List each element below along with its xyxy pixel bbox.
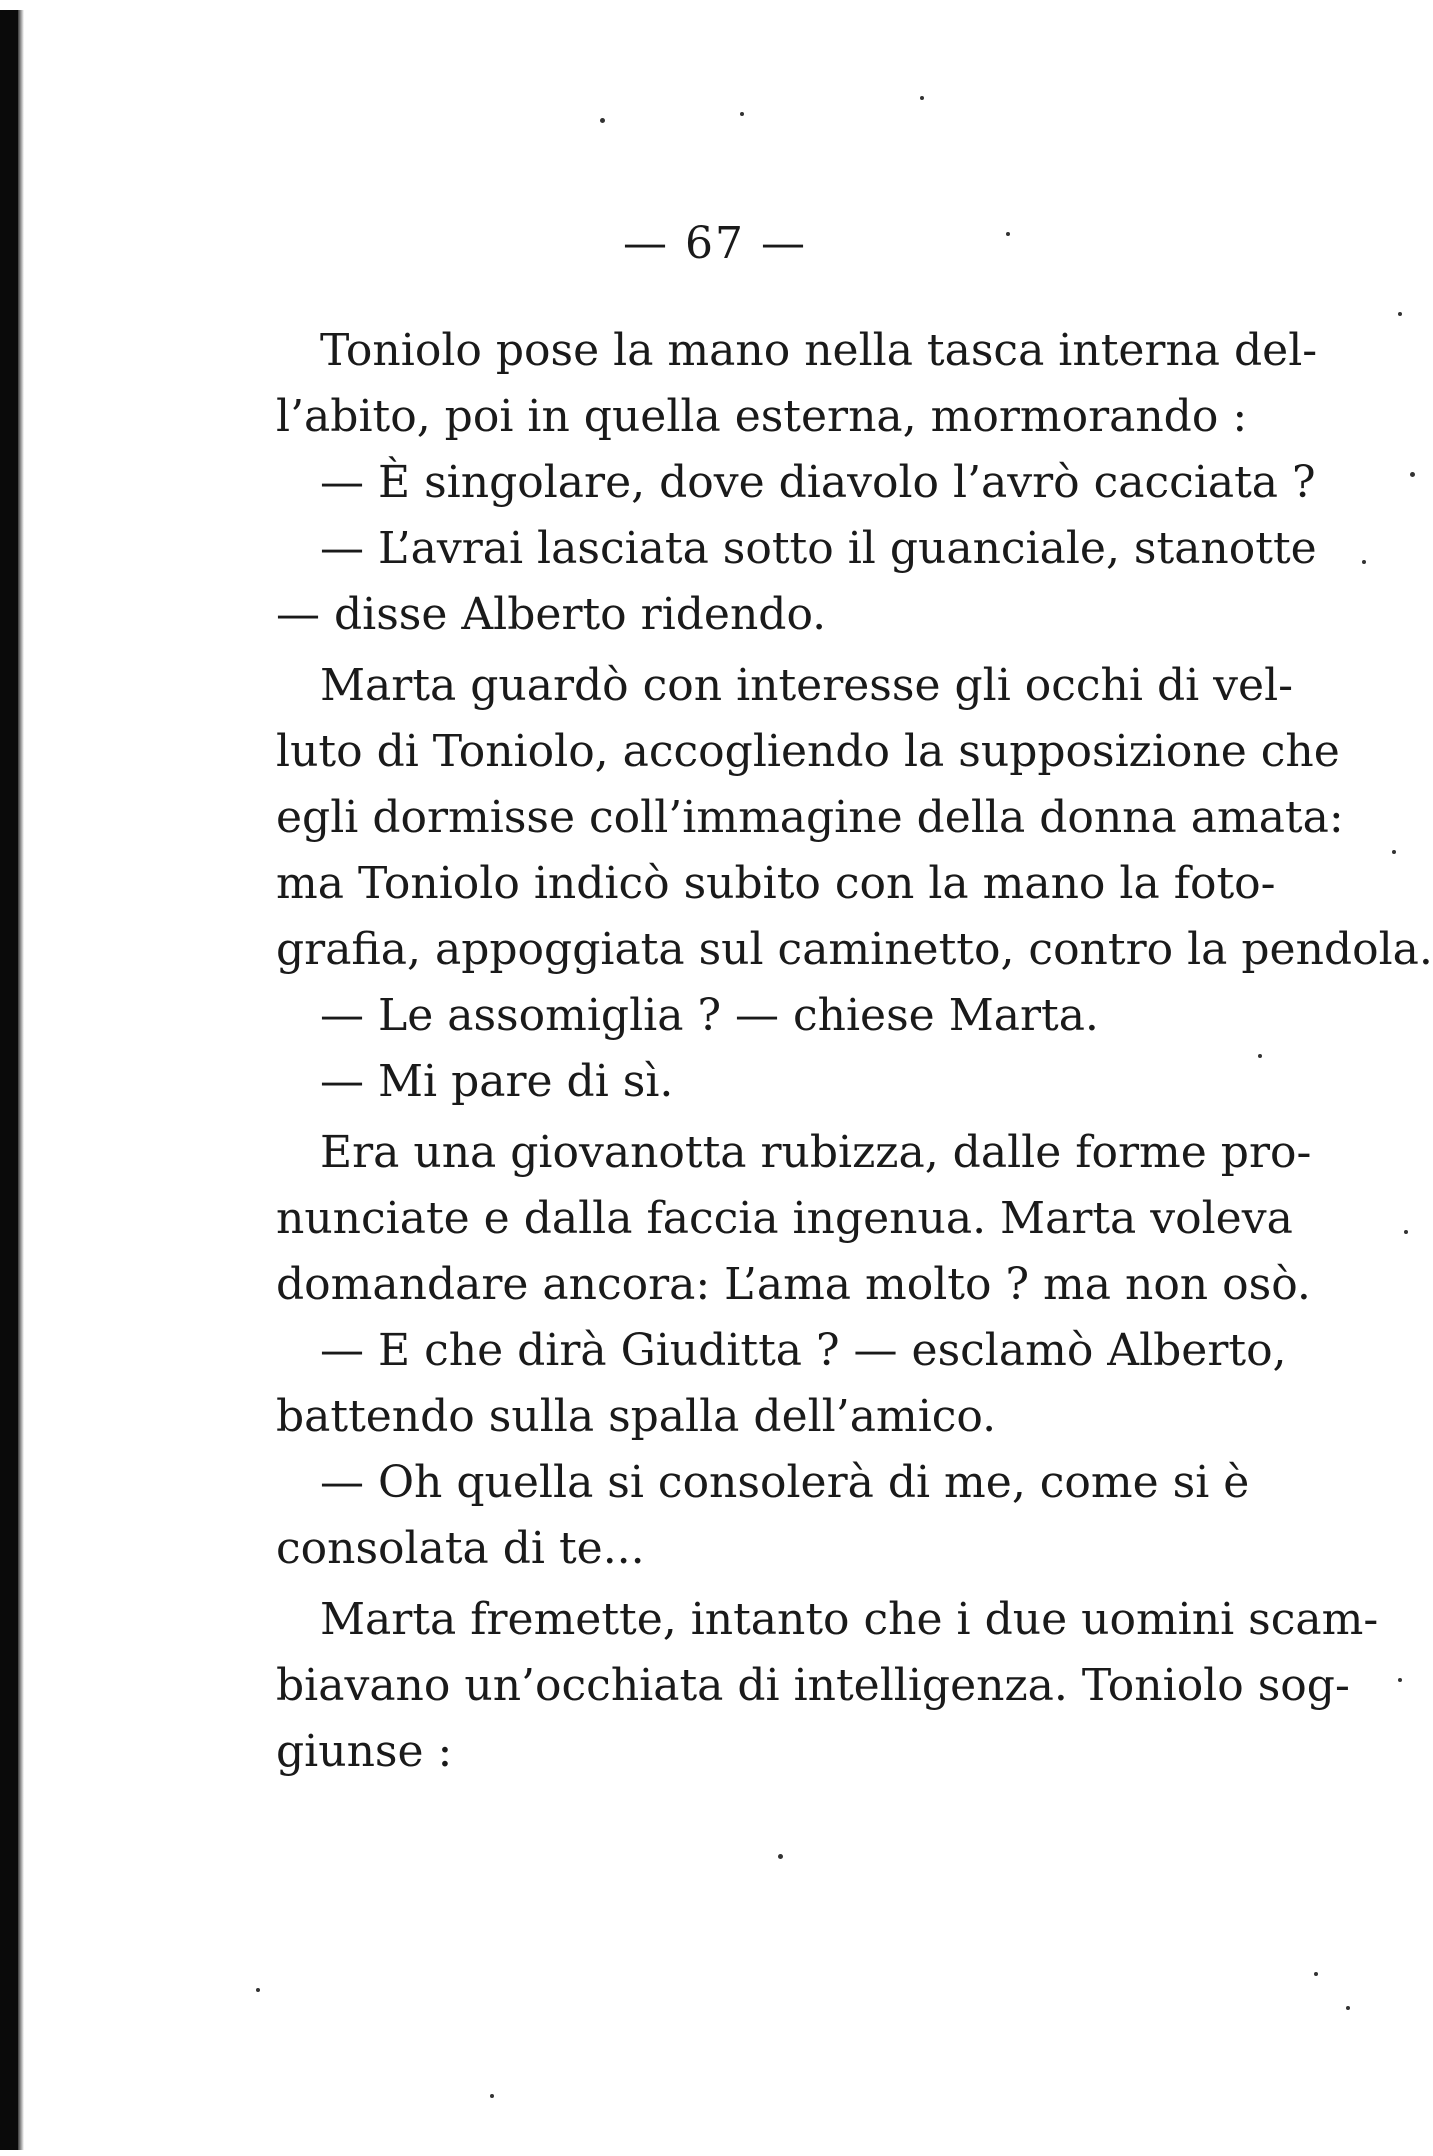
scan-speck: [1258, 1054, 1262, 1058]
text-line: battendo sulla spalla dell’amico.: [276, 1391, 997, 1442]
scan-speck: [1398, 1678, 1402, 1682]
text-line: ma Toniolo indicò subito con la mano la foto-: [276, 858, 1276, 909]
text-line: Toniolo pose la mano nella tasca interna del-: [320, 325, 1318, 376]
binding-shadow: [18, 10, 24, 2150]
text-line: grafia, appoggiata sul caminetto, contro la pendola.: [276, 924, 1433, 975]
scan-speck: [1346, 2006, 1350, 2010]
scan-speck: [1404, 1230, 1408, 1234]
text-line: Era una giovanotta rubizza, dalle forme pro-: [320, 1127, 1312, 1178]
text-line: — Oh quella si consolerà di me, come si è: [320, 1457, 1250, 1508]
text-line: — È singolare, dove diavolo l’avrò cacciata ?: [320, 457, 1316, 508]
scan-speck: [778, 1854, 783, 1859]
scan-speck: [1006, 232, 1010, 236]
text-line: Marta guardò con interesse gli occhi di vel-: [320, 660, 1294, 711]
text-line: — L’avrai lasciata sotto il guanciale, stanotte: [320, 523, 1317, 574]
scan-speck: [1398, 312, 1402, 316]
text-line: giunse :: [276, 1726, 453, 1777]
text-line: — Mi pare di sì.: [320, 1056, 674, 1107]
scan-speck: [740, 112, 744, 116]
scan-speck: [600, 118, 605, 123]
body-text: [276, 318, 1433, 1785]
text-line: consolata di te...: [276, 1523, 645, 1574]
text-line: luto di Toniolo, accogliendo la supposizione che: [276, 726, 1340, 777]
text-line: domandare ancora: L’ama molto ? ma non osò.: [276, 1259, 1311, 1310]
binding-edge: [0, 10, 18, 2150]
scan-speck: [490, 2094, 494, 2098]
text-line: l’abito, poi in quella esterna, mormorando :: [276, 391, 1248, 442]
scan-speck: [1392, 850, 1396, 854]
scan-speck: [256, 1988, 260, 1992]
scan-speck: [1314, 1972, 1318, 1976]
text-line: biavano un’occhiata di intelligenza. Toniolo sog-: [276, 1660, 1350, 1711]
scan-speck: [1410, 472, 1415, 477]
text-line: Marta fremette, intanto che i due uomini scam-: [320, 1594, 1379, 1645]
page-number: — 67 —: [623, 218, 807, 269]
text-line: — disse Alberto ridendo.: [276, 589, 827, 640]
text-line: — Le assomiglia ? — chiese Marta.: [320, 990, 1099, 1041]
text-line: egli dormisse coll’immagine della donna amata:: [276, 792, 1344, 843]
text-line: — E che dirà Giuditta ? — esclamò Alberto,: [320, 1325, 1287, 1376]
text-line: nunciate e dalla faccia ingenua. Marta voleva: [276, 1193, 1293, 1244]
scan-speck: [920, 96, 924, 100]
scan-speck: [1362, 560, 1366, 564]
